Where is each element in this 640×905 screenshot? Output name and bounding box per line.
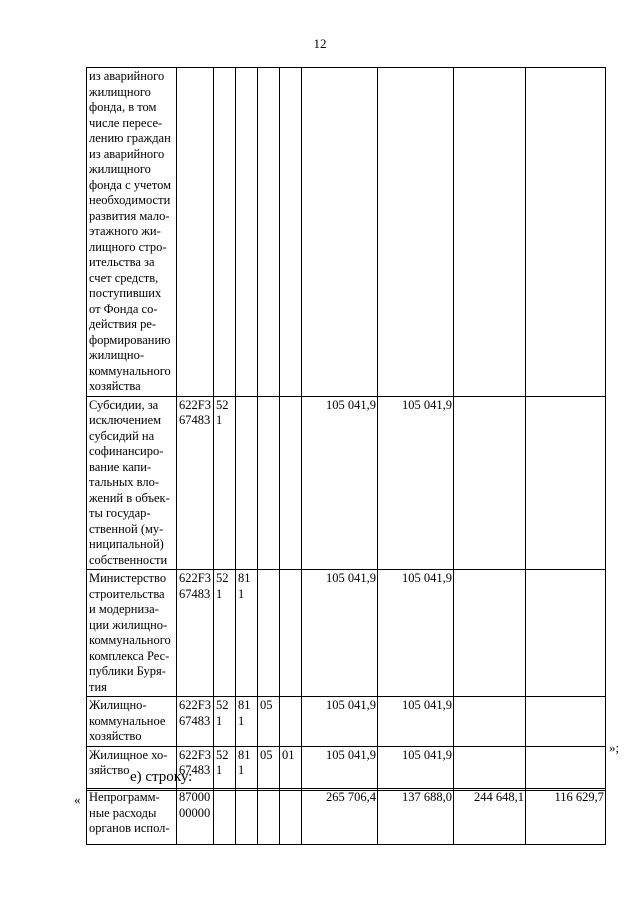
section-cell: 05 xyxy=(258,697,280,747)
amount-cell: 105 041,9 xyxy=(302,570,378,697)
table-row xyxy=(87,697,606,747)
table-row xyxy=(87,570,606,697)
amount-cell xyxy=(454,697,526,747)
ministry-code-cell: 811 xyxy=(236,697,258,747)
amount-cell xyxy=(526,570,606,697)
subsection-cell xyxy=(280,68,302,397)
target-code-cell: 87000 00000 xyxy=(177,789,214,845)
amount-cell: 105 041,9 xyxy=(378,746,454,790)
amount-cell: 105 041,9 xyxy=(378,396,454,570)
amount-cell xyxy=(378,68,454,397)
amount-cell xyxy=(454,396,526,570)
amount-cell: 105 041,9 xyxy=(302,697,378,747)
row-name-cell: из аварийного жилищного фонда, в том числе пересе- лению граждан из аварийного жилищного фонда с учетом необходимости развития мало- этажного жи- лищного стро- ительства за счет средств, поступивших от Фонда со- действия ре- формированию жилищно- коммунального хозяйства xyxy=(87,68,177,397)
amount-cell xyxy=(526,68,606,397)
section-cell xyxy=(258,396,280,570)
amount-cell xyxy=(454,68,526,397)
row-name-cell: Непрограмм- ные расходы органов испол- xyxy=(87,789,177,845)
expense-type-cell: 521 xyxy=(214,746,236,790)
expense-type-cell xyxy=(214,68,236,397)
ministry-code-cell xyxy=(236,789,258,845)
amount-cell xyxy=(526,746,606,790)
amount-cell: 105 041,9 xyxy=(302,396,378,570)
amount-cell xyxy=(526,697,606,747)
amount-cell: 137 688,0 xyxy=(378,789,454,845)
target-code-cell xyxy=(177,68,214,397)
section-cell xyxy=(258,68,280,397)
amount-cell: 105 041,9 xyxy=(302,746,378,790)
amount-cell: 105 041,9 xyxy=(378,697,454,747)
expense-type-cell: 521 xyxy=(214,570,236,697)
section-cell xyxy=(258,570,280,697)
amount-cell: 105 041,9 xyxy=(378,570,454,697)
subsection-cell xyxy=(280,789,302,845)
row-name-cell: Жилищно- коммунальное хозяйство xyxy=(87,697,177,747)
expense-type-cell: 521 xyxy=(214,396,236,570)
ministry-code-cell xyxy=(236,68,258,397)
subsection-cell xyxy=(280,697,302,747)
subsection-cell xyxy=(280,570,302,697)
row-name-cell: Жилищное хо- зяйство xyxy=(87,746,177,790)
amendment-intro-text: е) строку: xyxy=(130,769,193,785)
section-cell xyxy=(258,789,280,845)
amount-cell: 116 629,7 xyxy=(526,789,606,845)
budget-table xyxy=(86,67,606,791)
subsection-cell: 01 xyxy=(280,746,302,790)
expense-type-cell xyxy=(214,789,236,845)
target-code-cell: 622F3 67483 xyxy=(177,697,214,747)
amount-cell: 244 648,1 xyxy=(454,789,526,845)
amount-cell xyxy=(302,68,378,397)
amount-cell xyxy=(454,746,526,790)
table-row xyxy=(87,68,606,397)
subsection-cell xyxy=(280,396,302,570)
row-name-cell: Министерство строительства и модерниза- ции жилищно- коммунального комплекса Рес- публики Буря- тия xyxy=(87,570,177,697)
ministry-code-cell: 811 xyxy=(236,570,258,697)
closing-quote-mark: »; xyxy=(609,740,620,755)
row-name-cell: Субсидии, за исключением субсидий на софинансиро- вание капи- тальных вло- жений в объек- ты государ- ственной (му- ниципальной) собственности xyxy=(87,396,177,570)
page-number: 12 xyxy=(313,36,327,51)
ministry-code-cell xyxy=(236,396,258,570)
section-cell: 05 xyxy=(258,746,280,790)
table-row xyxy=(87,789,606,845)
replacement-row-table xyxy=(86,788,606,845)
target-code-cell: 622F3 67483 xyxy=(177,396,214,570)
target-code-cell: 622F3 67483 xyxy=(177,570,214,697)
amount-cell xyxy=(454,570,526,697)
amount-cell xyxy=(526,396,606,570)
expense-type-cell: 521 xyxy=(214,697,236,747)
ministry-code-cell: 811 xyxy=(236,746,258,790)
opening-quote-mark: « xyxy=(74,792,81,807)
target-code-cell: 622F3 67483 xyxy=(177,746,214,790)
table-row xyxy=(87,396,606,570)
amount-cell: 265 706,4 xyxy=(302,789,378,845)
